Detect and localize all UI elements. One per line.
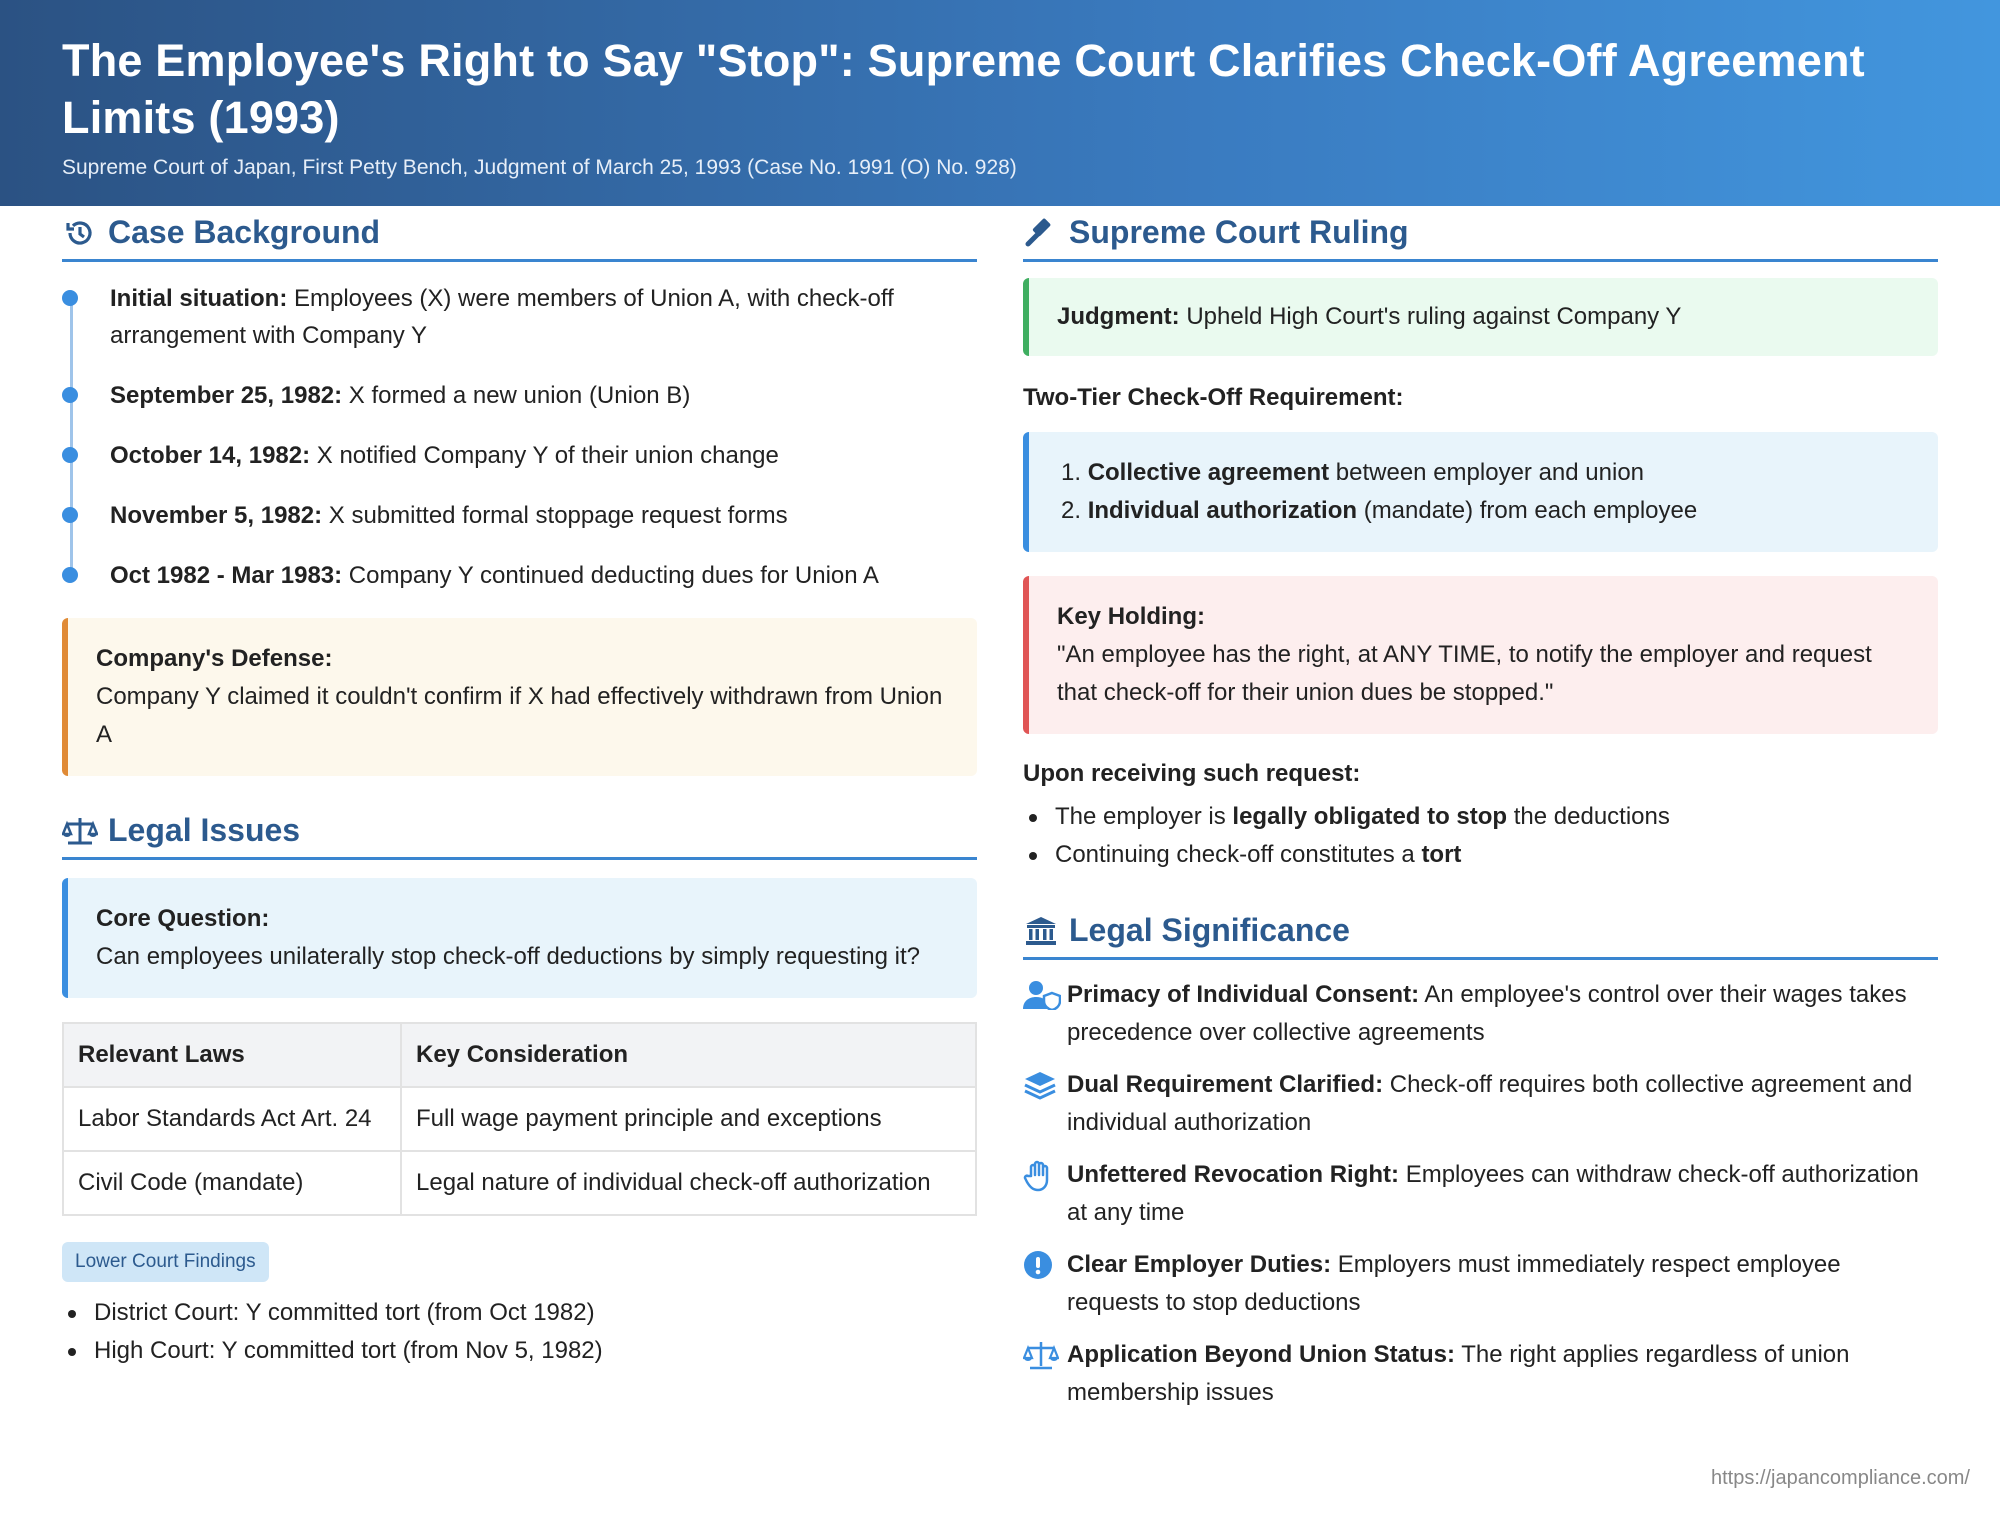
tier-number: 1.: [1061, 459, 1082, 486]
exclamation-icon: [1023, 1246, 1067, 1322]
table-cell: Legal nature of individual check-off authorization: [401, 1151, 976, 1215]
timeline-label: October 14, 1982:: [110, 442, 311, 469]
significance-item: [1023, 976, 1938, 1052]
list-item: [1023, 836, 1938, 874]
timeline-line: [70, 300, 73, 574]
defense-label: Company's Defense:: [96, 645, 333, 672]
key-holding-label: Key Holding:: [1057, 603, 1205, 630]
timeline-label: Initial situation:: [110, 285, 288, 312]
lower-court-badge: Lower Court Findings: [62, 1242, 269, 1282]
timeline-dot: [62, 387, 78, 403]
significance-item: [1023, 1246, 1938, 1322]
timeline-label: November 5, 1982:: [110, 502, 323, 529]
significance-label: Primacy of Individual Consent:: [1067, 981, 1420, 1008]
laws-table: [62, 1022, 977, 1216]
table-row: [63, 1151, 976, 1215]
footer-url: https://japancompliance.com/: [1710, 1467, 1970, 1489]
balance-icon: [1023, 1336, 1067, 1412]
right-column: [1023, 206, 1938, 1426]
significance-list: [1023, 976, 1938, 1412]
table-cell: Full wage payment principle and exceptions: [401, 1087, 976, 1151]
item-text: The employer is: [1055, 803, 1233, 830]
timeline-dot: [62, 507, 78, 523]
upon-label: Upon receiving such request:: [1023, 760, 1361, 787]
core-question-text: Can employees unilaterally stop check-off deductions by simply requesting it?: [96, 943, 920, 970]
table-cell: Civil Code (mandate): [63, 1151, 401, 1215]
item-bold: tort: [1421, 841, 1462, 868]
layers-icon: [1023, 1066, 1067, 1142]
judgment-text: Upheld High Court's ruling against Company Y: [1186, 303, 1682, 330]
timeline: [62, 280, 977, 594]
timeline-item: [110, 497, 977, 534]
user-shield-icon: [1023, 976, 1067, 1052]
timeline-item: [110, 437, 977, 474]
tier-text: (mandate) from each employee: [1357, 497, 1698, 524]
section-title-text: Supreme Court Ruling: [1069, 214, 1409, 250]
significance-label: Clear Employer Duties:: [1067, 1251, 1332, 1278]
table-header: Relevant Laws: [63, 1023, 401, 1087]
significance-item: [1023, 1336, 1938, 1412]
core-question-box: [62, 878, 977, 998]
tier-box: [1023, 432, 1938, 552]
timeline-text: Employees (X) were members of Union A, with check-off arrangement with Company Y: [110, 285, 894, 349]
tier-number: 2.: [1061, 497, 1082, 524]
significance-text: An employee's control over their wages takes precedence over collective agreements: [1067, 981, 1907, 1046]
timeline-dot: [62, 290, 78, 306]
table-cell: Labor Standards Act Art. 24: [63, 1087, 401, 1151]
table-header: Key Consideration: [401, 1023, 976, 1087]
list-item: [1057, 454, 1910, 492]
significance-text: Check-off requires both collective agreement and individual authorization: [1067, 1071, 1913, 1136]
timeline-text: X formed a new union (Union B): [348, 382, 691, 409]
page-subtitle: Supreme Court of Japan, First Petty Bench, Judgment of March 25, 1993 (Case No. 1991 (O) No. 928): [62, 156, 1017, 179]
page-title: The Employee's Right to Say "Stop": Supreme Court Clarifies Check-Off Agreement Limits (1993): [62, 35, 1865, 143]
left-column: [62, 206, 977, 1370]
core-question-label: Core Question:: [96, 905, 270, 932]
table-header-row: [63, 1023, 976, 1087]
tier-bold: Collective agreement: [1087, 459, 1330, 486]
section-title-background: [62, 206, 977, 262]
history-icon: [62, 215, 98, 251]
section-title-text: Case Background: [108, 214, 381, 250]
section-title-text: Legal Issues: [108, 812, 301, 848]
significance-label: Dual Requirement Clarified:: [1067, 1071, 1384, 1098]
list-item: High Court: Y committed tort (from Nov 5, 1982): [62, 1332, 977, 1370]
item-bold: legally obligated to stop: [1232, 803, 1508, 830]
institution-icon: [1023, 913, 1059, 949]
significance-text: Employees can withdraw check-off authorization at any time: [1067, 1161, 1919, 1226]
significance-label: Application Beyond Union Status:: [1067, 1341, 1455, 1368]
timeline-text: X submitted formal stoppage request forms: [328, 502, 788, 529]
significance-item: [1023, 1066, 1938, 1142]
judgment-label: Judgment:: [1057, 303, 1180, 330]
timeline-dot: [62, 447, 78, 463]
item-text: the deductions: [1507, 803, 1670, 830]
section-title-text: Legal Significance: [1069, 912, 1350, 948]
page-header: [0, 0, 2000, 206]
list-item: [1057, 492, 1910, 530]
section-title-issues: [62, 804, 977, 860]
timeline-label: Oct 1982 - Mar 1983:: [110, 562, 343, 589]
upon-list: [1023, 798, 1938, 874]
defense-text: Company Y claimed it couldn't confirm if X had effectively withdrawn from Union A: [96, 683, 943, 748]
key-holding-box: [1023, 576, 1938, 734]
timeline-text: X notified Company Y of their union change: [316, 442, 779, 469]
timeline-item: [110, 557, 977, 594]
significance-item: [1023, 1156, 1938, 1232]
tier-label: Two-Tier Check-Off Requirement:: [1023, 384, 1404, 411]
lower-court-list: [62, 1294, 977, 1370]
hand-stop-icon: [1023, 1156, 1067, 1232]
item-text: Continuing check-off constitutes a: [1055, 841, 1422, 868]
significance-label: Unfettered Revocation Right:: [1067, 1161, 1400, 1188]
judgment-box: [1023, 278, 1938, 356]
timeline-item: [110, 377, 977, 414]
table-row: [63, 1087, 976, 1151]
section-title-significance: [1023, 904, 1938, 960]
timeline-item: [110, 280, 977, 354]
timeline-label: September 25, 1982:: [110, 382, 343, 409]
timeline-text: Company Y continued deducting dues for Union A: [348, 562, 879, 589]
key-holding-text: "An employee has the right, at ANY TIME, to notify the employer and request that check-off for their union dues be stopped.": [1057, 641, 1872, 706]
tier-list: [1057, 454, 1910, 530]
tier-bold: Individual authorization: [1087, 497, 1358, 524]
scale-icon: [62, 813, 98, 849]
timeline-dot: [62, 567, 78, 583]
section-title-ruling: [1023, 206, 1938, 262]
defense-box: [62, 618, 977, 776]
gavel-icon: [1023, 215, 1059, 251]
tier-text: between employer and union: [1329, 459, 1645, 486]
significance-text: Employers must immediately respect employee requests to stop deductions: [1067, 1251, 1841, 1316]
list-item: [1023, 798, 1938, 836]
significance-text: The right applies regardless of union membership issues: [1067, 1341, 1850, 1406]
list-item: District Court: Y committed tort (from Oct 1982): [62, 1294, 977, 1332]
